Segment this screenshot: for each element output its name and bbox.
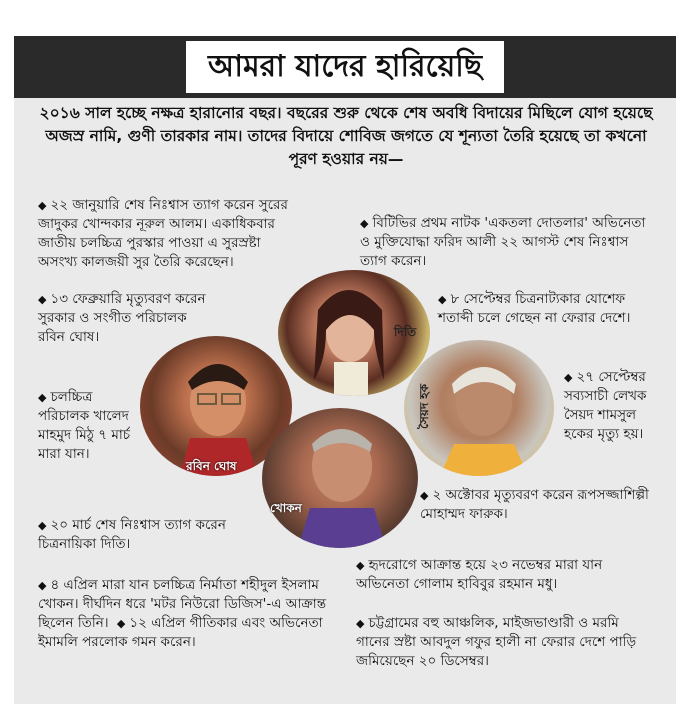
diamond-bullet-icon: ◆: [38, 579, 47, 592]
list-item: ◆ ২ অক্টোবর মৃত্যুবরণ করেন রূপসজ্জাশিল্পী মোহাম্মদ ফারুক।: [420, 487, 649, 522]
diamond-bullet-icon: ◆: [356, 559, 365, 572]
list-item: ◆ ২২ জানুয়ারি শেষ নিঃশ্বাস ত্যাগ করেন সুরের জাদুকর খোন্দকার নূরুল আলম। একাধিকবার জাতীয় চলচ্চিত্র পুরস্কার পাওয়া এ সুরস্রষ্টা অসংখ্য কালজয়ী সুর তৈরি করেছেন।: [38, 197, 288, 270]
photo-caption-robin: রবিন ঘোষ: [186, 459, 237, 473]
intro-paragraph: ২০১৬ সাল হচ্ছে নক্ষত্র হারানোর বছর। বছরের শুরু থেকে শেষ অবধি বিদায়ের মিছিলে যোগ হয়েছে অজস্র নামি, গুণী তারকার নাম। তাদের বিদায়ে শোবিজ জগতে যে শূন্যতা তৈরি হয়েছে তা কখনো পূরণ হওয়ার নয়—: [39, 104, 653, 168]
diamond-bullet-icon: ◆: [38, 293, 47, 306]
diamond-bullet-icon: ◆: [38, 519, 47, 532]
list-item: ◆ চলচ্চিত্র পরিচালক খালেদ মাহমুদ মিঠু ৭ মার্চ মারা যান।: [38, 389, 131, 462]
list-item: ◆ চট্টগ্রামের বহু আঞ্চলিক, মাইজভাণ্ডারী ও মরমি গানের স্রষ্টা আবদুল গফুর হালী না ফেরার দেশে পাড়ি জমিয়েছেন ২০ ডিসেম্বর।: [356, 615, 637, 669]
list-item: ◆ ৪ এপ্রিল মারা যান চলচ্চিত্র নির্মাতা শহীদুল ইসলাম খোকন। দীর্ঘদিন ধরে 'মটর নিউরো ডিজিস'-এ আক্রান্ত ছিলেন তিনি। ◆ ১২ এপ্রিল গীতিকার এবং অভিনেতা ইমামলি পরলোক গমন করেন।: [38, 577, 327, 650]
diamond-bullet-icon: ◆: [360, 217, 369, 230]
diamond-bullet-icon: ◆: [38, 199, 47, 212]
diamond-bullet-icon: ◆: [564, 371, 573, 384]
list-item: ◆ ১৩ ফেব্রুয়ারি মৃত্যুবরণ করেন সুরকার ও সংগীত পরিচালক রবিন ঘোষ।: [38, 291, 206, 345]
title-bar: [14, 36, 676, 98]
list-item: ◆ হৃদরোগে আক্রান্ত হয়ে ২৩ নভেম্বর মারা যান অভিনেতা গোলাম হাবিবুর রহমান মধু।: [356, 557, 603, 592]
list-item: ◆ ৮ সেপ্টেম্বর চিত্রনাট্যকার যোশেফ শতাব্দী চলে গেছেন না ফেরার দেশে।: [438, 291, 631, 326]
list-item: ◆ বিটিভির প্রথম নাটক 'একতলা দোতলার' অভিনেতা ও মুক্তিযোদ্ধা ফরিদ আলী ২২ আগস্ট শেষ নিঃশ্বাস ত্যাগ করেন।: [360, 215, 646, 269]
list-item: ◆ ২০ মার্চ শেষ নিঃশ্বাস ত্যাগ করেন চিত্রনায়িকা দিতি।: [38, 517, 226, 552]
photo-caption-diti: দিতি: [394, 325, 417, 339]
diamond-bullet-icon: ◆: [356, 617, 365, 630]
diamond-bullet-icon: ◆: [38, 391, 47, 404]
khokon-portrait-photo: [262, 408, 418, 548]
list-item: ◆ ২৭ সেপ্টেম্বর সব্যসাচী লেখক সৈয়দ শামসুল হকের মৃত্যু হয়।: [564, 369, 647, 442]
diamond-bullet-icon: ◆: [420, 489, 429, 502]
photo-caption-khokon: খোকন: [270, 501, 302, 515]
diamond-bullet-icon: ◆: [116, 617, 126, 630]
page-title: আমরা যাদের হারিয়েছি: [186, 41, 504, 93]
photo-caption-syed-haq: সৈয়দ হক: [417, 384, 431, 430]
diamond-bullet-icon: ◆: [438, 293, 447, 306]
